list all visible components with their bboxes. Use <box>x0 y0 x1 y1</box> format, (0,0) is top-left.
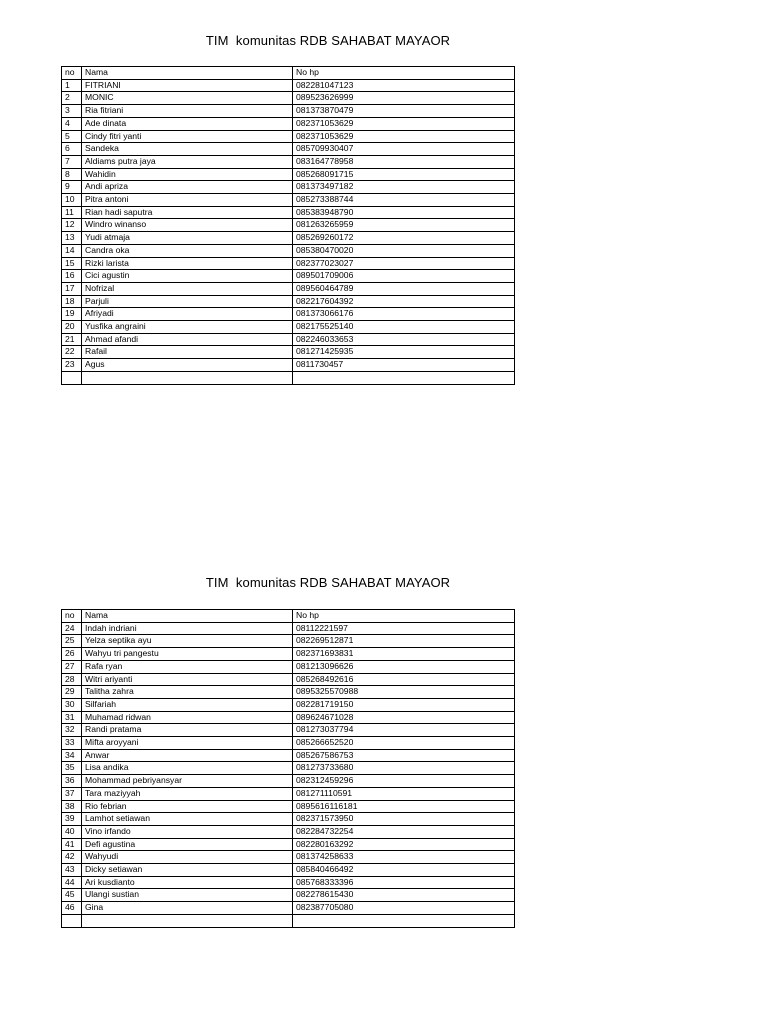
cell-phone: 081373497182 <box>293 181 515 194</box>
table-row <box>62 724 515 737</box>
cell-phone: 0811730457 <box>293 359 515 372</box>
cell-no <box>62 371 82 384</box>
table-row <box>62 359 515 372</box>
cell-no: 2 <box>62 92 82 105</box>
cell-name: Randi pratama <box>82 724 293 737</box>
table-row <box>62 143 515 156</box>
table-row <box>62 864 515 877</box>
header-no: no <box>62 610 82 623</box>
table-row <box>62 105 515 118</box>
table-row <box>62 244 515 257</box>
table-row <box>62 749 515 762</box>
cell-phone: 089560464789 <box>293 282 515 295</box>
cell-phone: 082371053629 <box>293 130 515 143</box>
cell-no: 23 <box>62 359 82 372</box>
table-row <box>62 914 515 927</box>
cell-phone: 085268492616 <box>293 673 515 686</box>
cell-name: Cindy fitri yanti <box>82 130 293 143</box>
table-row <box>62 92 515 105</box>
table-row <box>62 168 515 181</box>
cell-name: Lisa andika <box>82 762 293 775</box>
cell-phone: 089501709006 <box>293 270 515 283</box>
cell-name: Yelza septika ayu <box>82 635 293 648</box>
cell-name: Muhamad ridwan <box>82 711 293 724</box>
cell-name: Parjuli <box>82 295 293 308</box>
cell-phone: 082280163292 <box>293 838 515 851</box>
cell-name: Windro winanso <box>82 219 293 232</box>
table-row <box>62 673 515 686</box>
table-row <box>62 876 515 889</box>
table-row <box>62 181 515 194</box>
cell-name: FITRIANI <box>82 79 293 92</box>
cell-phone: 081373870479 <box>293 105 515 118</box>
cell-no: 38 <box>62 800 82 813</box>
cell-no: 27 <box>62 660 82 673</box>
cell-no: 37 <box>62 787 82 800</box>
cell-no: 39 <box>62 813 82 826</box>
table-row <box>62 737 515 750</box>
table-row <box>62 308 515 321</box>
cell-name: Ria fitriani <box>82 105 293 118</box>
table-row <box>62 257 515 270</box>
table-row <box>62 902 515 915</box>
cell-name: Witri ariyanti <box>82 673 293 686</box>
table-row <box>62 889 515 902</box>
cell-phone: 082371573950 <box>293 813 515 826</box>
table-row <box>62 219 515 232</box>
cell-no: 6 <box>62 143 82 156</box>
cell-name: Candra oka <box>82 244 293 257</box>
cell-phone: 081373066176 <box>293 308 515 321</box>
cell-name: Defi agustina <box>82 838 293 851</box>
cell-no: 21 <box>62 333 82 346</box>
table-row <box>62 648 515 661</box>
cell-no: 18 <box>62 295 82 308</box>
cell-no: 19 <box>62 308 82 321</box>
cell-name: Wahidin <box>82 168 293 181</box>
table-row <box>62 371 515 384</box>
cell-no: 5 <box>62 130 82 143</box>
cell-phone: 085266652520 <box>293 737 515 750</box>
cell-name <box>82 914 293 927</box>
cell-phone: 085273388744 <box>293 194 515 207</box>
cell-name: Ulangi sustian <box>82 889 293 902</box>
cell-phone: 082281047123 <box>293 79 515 92</box>
table-row <box>62 800 515 813</box>
cell-no: 25 <box>62 635 82 648</box>
cell-no: 11 <box>62 206 82 219</box>
cell-name: Gina <box>82 902 293 915</box>
cell-name: Afriyadi <box>82 308 293 321</box>
cell-phone: 081263265959 <box>293 219 515 232</box>
table-row <box>62 155 515 168</box>
table-row <box>62 206 515 219</box>
section-title: TIM komunitas RDB SAHABAT MAYAOR <box>205 575 451 590</box>
cell-no: 41 <box>62 838 82 851</box>
cell-name <box>82 371 293 384</box>
cell-name: Lamhot setiawan <box>82 813 293 826</box>
member-table <box>61 609 515 928</box>
cell-no: 16 <box>62 270 82 283</box>
cell-no: 31 <box>62 711 82 724</box>
cell-phone: 085380470020 <box>293 244 515 257</box>
cell-phone: 085268091715 <box>293 168 515 181</box>
cell-phone: 08112221597 <box>293 622 515 635</box>
cell-name: Rizki larista <box>82 257 293 270</box>
header-name: Nama <box>82 610 293 623</box>
cell-no: 14 <box>62 244 82 257</box>
table-row <box>62 622 515 635</box>
cell-phone: 082217604392 <box>293 295 515 308</box>
cell-name: Yusfika angraini <box>82 321 293 334</box>
cell-no: 20 <box>62 321 82 334</box>
cell-name: Silfariah <box>82 698 293 711</box>
header-phone: No hp <box>293 67 515 80</box>
cell-name: Rafa ryan <box>82 660 293 673</box>
table-row <box>62 282 515 295</box>
table-row <box>62 194 515 207</box>
cell-name: Wahyudi <box>82 851 293 864</box>
cell-no: 1 <box>62 79 82 92</box>
cell-name: Nofrizal <box>82 282 293 295</box>
cell-phone: 082269512871 <box>293 635 515 648</box>
cell-phone: 082281719150 <box>293 698 515 711</box>
cell-name: Mohammad pebriyansyar <box>82 775 293 788</box>
table-row <box>62 333 515 346</box>
table-row <box>62 851 515 864</box>
cell-no: 24 <box>62 622 82 635</box>
cell-phone: 081273733680 <box>293 762 515 775</box>
cell-name: Anwar <box>82 749 293 762</box>
table-row <box>62 346 515 359</box>
table-row <box>62 787 515 800</box>
table-row <box>62 79 515 92</box>
table-row <box>62 117 515 130</box>
cell-no: 12 <box>62 219 82 232</box>
cell-phone: 082246033653 <box>293 333 515 346</box>
cell-no: 10 <box>62 194 82 207</box>
cell-phone: 082284732254 <box>293 825 515 838</box>
table-header-row <box>62 67 515 80</box>
cell-phone: 081273037794 <box>293 724 515 737</box>
cell-phone: 085269260172 <box>293 232 515 245</box>
cell-name: Agus <box>82 359 293 372</box>
cell-phone <box>293 914 515 927</box>
member-table <box>61 66 515 385</box>
table-row <box>62 825 515 838</box>
cell-name: Rio febrian <box>82 800 293 813</box>
cell-phone: 085840466492 <box>293 864 515 877</box>
cell-phone: 089624671028 <box>293 711 515 724</box>
cell-phone: 085267586753 <box>293 749 515 762</box>
cell-no: 28 <box>62 673 82 686</box>
table-row <box>62 711 515 724</box>
cell-no: 4 <box>62 117 82 130</box>
cell-phone: 083164778958 <box>293 155 515 168</box>
cell-name: Dicky setiawan <box>82 864 293 877</box>
cell-phone: 082387705080 <box>293 902 515 915</box>
cell-phone: 081374258633 <box>293 851 515 864</box>
cell-no <box>62 914 82 927</box>
table-row <box>62 813 515 826</box>
table-row <box>62 686 515 699</box>
table-row <box>62 762 515 775</box>
cell-name: Andi apriza <box>82 181 293 194</box>
cell-name: Wahyu tri pangestu <box>82 648 293 661</box>
cell-no: 46 <box>62 902 82 915</box>
cell-no: 43 <box>62 864 82 877</box>
cell-name: Aldiams putra jaya <box>82 155 293 168</box>
cell-no: 15 <box>62 257 82 270</box>
cell-no: 22 <box>62 346 82 359</box>
cell-phone: 085709930407 <box>293 143 515 156</box>
header-no: no <box>62 67 82 80</box>
table-row <box>62 660 515 673</box>
cell-no: 7 <box>62 155 82 168</box>
cell-phone: 085768333396 <box>293 876 515 889</box>
cell-phone: 082377023027 <box>293 257 515 270</box>
cell-phone: 0895616116181 <box>293 800 515 813</box>
cell-name: Ahmad afandi <box>82 333 293 346</box>
cell-name: Rian hadi saputra <box>82 206 293 219</box>
table-row <box>62 838 515 851</box>
cell-phone: 085383948790 <box>293 206 515 219</box>
cell-no: 29 <box>62 686 82 699</box>
table-row <box>62 295 515 308</box>
cell-phone: 082371693831 <box>293 648 515 661</box>
cell-name: Vino irfando <box>82 825 293 838</box>
cell-phone: 081271425935 <box>293 346 515 359</box>
cell-name: Talitha zahra <box>82 686 293 699</box>
table-row <box>62 775 515 788</box>
table-row <box>62 130 515 143</box>
cell-phone: 081213096626 <box>293 660 515 673</box>
cell-no: 13 <box>62 232 82 245</box>
cell-no: 3 <box>62 105 82 118</box>
cell-phone: 089523626999 <box>293 92 515 105</box>
cell-phone: 082371053629 <box>293 117 515 130</box>
cell-no: 30 <box>62 698 82 711</box>
table-row <box>62 321 515 334</box>
cell-name: Sandeka <box>82 143 293 156</box>
cell-phone: 082312459296 <box>293 775 515 788</box>
cell-no: 36 <box>62 775 82 788</box>
cell-phone: 0895325570988 <box>293 686 515 699</box>
cell-name: Rafail <box>82 346 293 359</box>
header-name: Nama <box>82 67 293 80</box>
table-row <box>62 698 515 711</box>
cell-no: 17 <box>62 282 82 295</box>
cell-name: Pitra antoni <box>82 194 293 207</box>
cell-name: Cici agustin <box>82 270 293 283</box>
cell-phone: 082278615430 <box>293 889 515 902</box>
cell-no: 32 <box>62 724 82 737</box>
cell-name: Ade dinata <box>82 117 293 130</box>
cell-no: 8 <box>62 168 82 181</box>
cell-name: Yudi atmaja <box>82 232 293 245</box>
cell-name: Ari kusdianto <box>82 876 293 889</box>
cell-phone: 082175525140 <box>293 321 515 334</box>
cell-no: 34 <box>62 749 82 762</box>
cell-name: Mifta aroyyani <box>82 737 293 750</box>
section-title: TIM komunitas RDB SAHABAT MAYAOR <box>205 33 451 48</box>
cell-phone: 081271110591 <box>293 787 515 800</box>
cell-phone <box>293 371 515 384</box>
header-phone: No hp <box>293 610 515 623</box>
cell-no: 45 <box>62 889 82 902</box>
table-row <box>62 635 515 648</box>
cell-name: MONIC <box>82 92 293 105</box>
cell-no: 35 <box>62 762 82 775</box>
table-header-row <box>62 610 515 623</box>
cell-no: 44 <box>62 876 82 889</box>
cell-no: 42 <box>62 851 82 864</box>
cell-name: Tara maziyyah <box>82 787 293 800</box>
cell-name: Indah indriani <box>82 622 293 635</box>
cell-no: 33 <box>62 737 82 750</box>
table-row <box>62 270 515 283</box>
cell-no: 26 <box>62 648 82 661</box>
cell-no: 40 <box>62 825 82 838</box>
table-row <box>62 232 515 245</box>
cell-no: 9 <box>62 181 82 194</box>
